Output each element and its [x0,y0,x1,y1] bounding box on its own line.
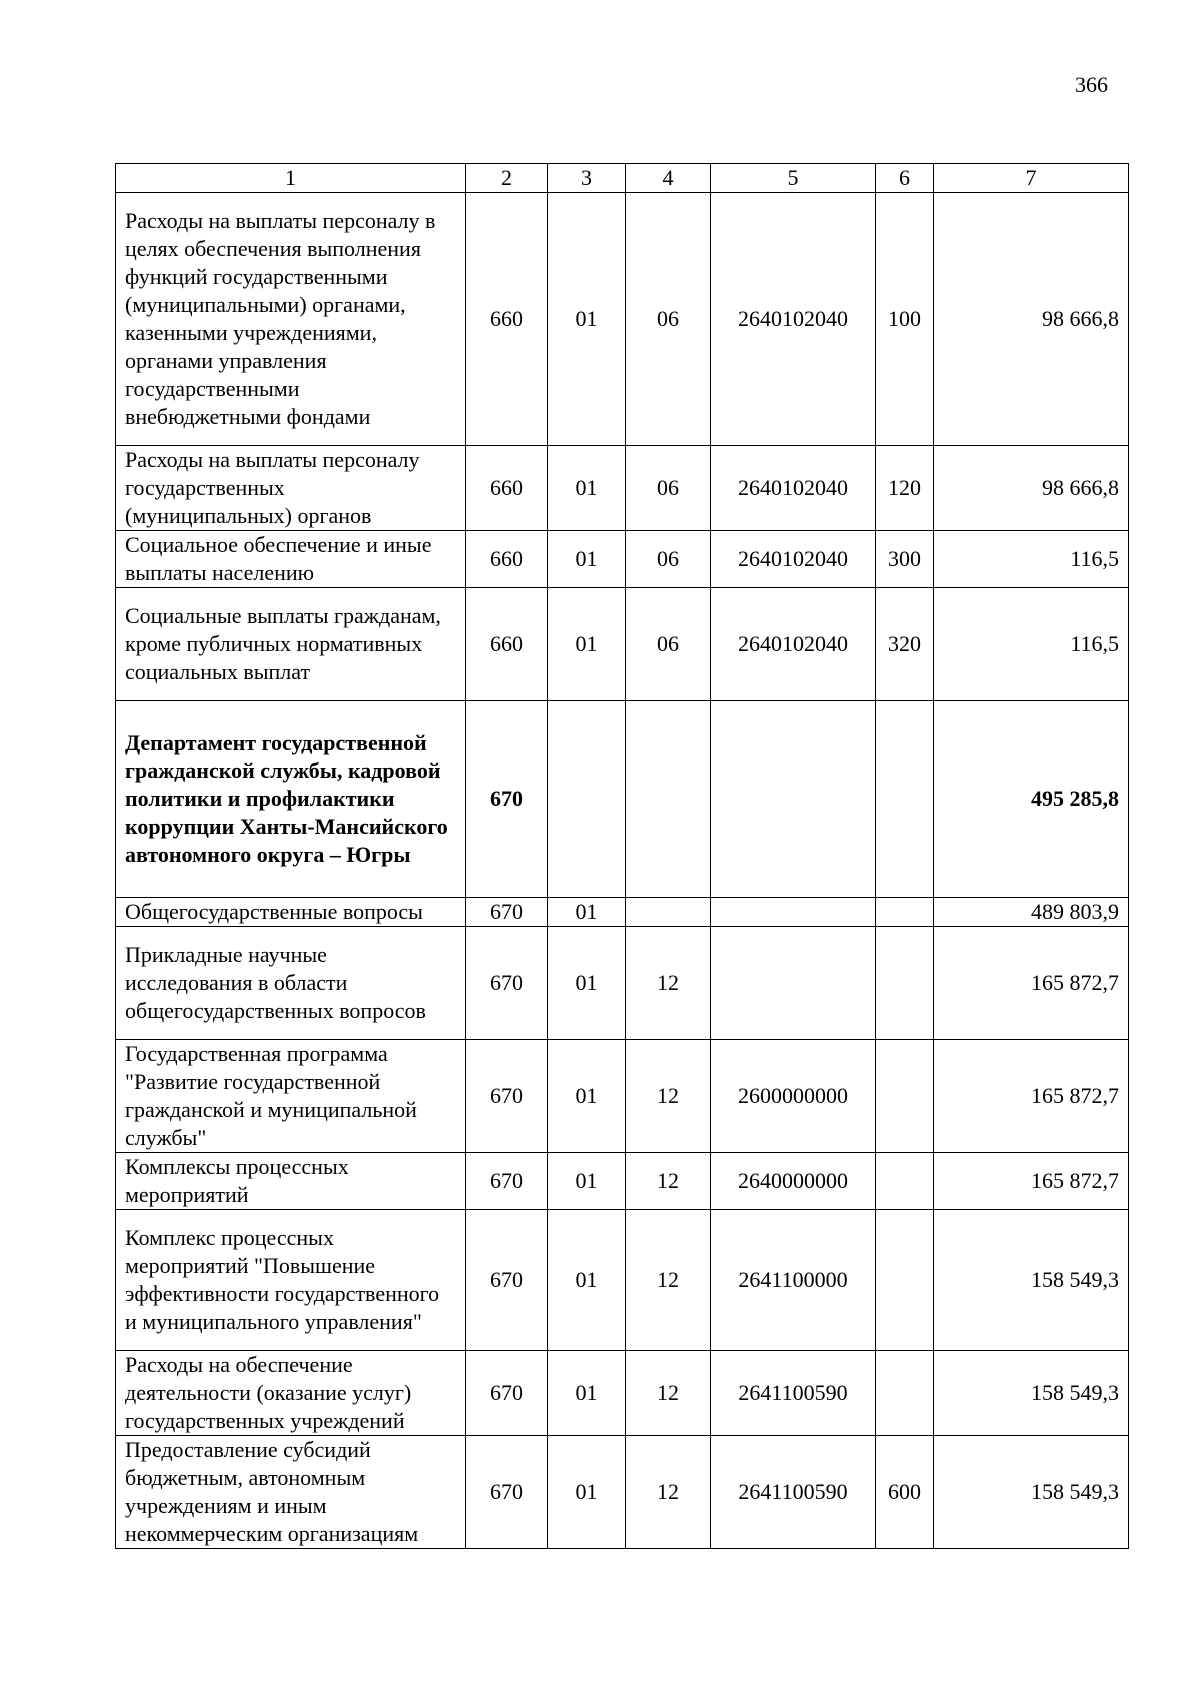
row-name: Расходы на обеспечение деятельности (оказание услуг) государственных учреждений [116,1351,466,1436]
row-name: Комплексы процессных мероприятий [116,1153,466,1210]
column-header: 3 [548,164,626,193]
cell-amount: 158 549,3 [934,1351,1129,1436]
column-header: 7 [934,164,1129,193]
cell-target-article: 2641100590 [711,1351,876,1436]
cell-target-article: 2640102040 [711,193,876,446]
table-row [116,898,1129,927]
cell-section: 01 [548,898,626,927]
cell-section: 01 [548,1351,626,1436]
cell-subsection: 12 [626,1040,711,1153]
cell-admin-code: 670 [466,927,548,1040]
table-row-department [116,701,1129,898]
table-row [116,927,1129,1040]
cell-admin-code: 670 [466,1210,548,1351]
cell-target-article [711,701,876,898]
cell-subsection: 06 [626,531,711,588]
table-body [116,193,1129,1549]
cell-admin-code: 670 [466,1153,548,1210]
cell-amount: 158 549,3 [934,1436,1129,1549]
page-number: 366 [1075,72,1108,97]
cell-subsection: 06 [626,588,711,701]
cell-expense-type [876,1210,934,1351]
cell-subsection [626,898,711,927]
cell-expense-type: 600 [876,1436,934,1549]
cell-admin-code: 670 [466,1351,548,1436]
row-name: Социальное обеспечение и иные выплаты населению [116,531,466,588]
table-row [116,1436,1129,1549]
cell-admin-code: 670 [466,898,548,927]
cell-amount: 98 666,8 [934,193,1129,446]
row-name: Комплекс процессных мероприятий "Повышение эффективности государственного и муниципального управления" [116,1210,466,1351]
cell-section: 01 [548,588,626,701]
cell-section: 01 [548,1436,626,1549]
table-row [116,531,1129,588]
cell-subsection: 06 [626,193,711,446]
row-name: Государственная программа "Развитие государственной гражданской и муниципальной службы" [116,1040,466,1153]
table-row [116,446,1129,531]
column-header: 6 [876,164,934,193]
row-name: Расходы на выплаты персоналу государственных (муниципальных) органов [116,446,466,531]
table-row [116,1351,1129,1436]
cell-expense-type [876,1040,934,1153]
cell-subsection: 12 [626,1153,711,1210]
cell-amount: 158 549,3 [934,1210,1129,1351]
cell-subsection: 12 [626,1351,711,1436]
cell-expense-type [876,701,934,898]
cell-target-article: 2600000000 [711,1040,876,1153]
row-name: Социальные выплаты гражданам, кроме публичных нормативных социальных выплат [116,588,466,701]
cell-expense-type [876,1153,934,1210]
cell-section: 01 [548,1153,626,1210]
cell-target-article: 2640000000 [711,1153,876,1210]
row-name: Предоставление субсидий бюджетным, автономным учреждениям и иным некоммерческим организациям [116,1436,466,1549]
cell-admin-code: 660 [466,588,548,701]
cell-admin-code: 670 [466,701,548,898]
cell-section [548,701,626,898]
cell-amount: 165 872,7 [934,1040,1129,1153]
cell-admin-code: 670 [466,1436,548,1549]
cell-section: 01 [548,531,626,588]
budget-table [115,163,1129,1549]
row-name: Общегосударственные вопросы [116,898,466,927]
cell-section: 01 [548,193,626,446]
table-row [116,588,1129,701]
table-row [116,1210,1129,1351]
cell-subsection [626,701,711,898]
cell-subsection: 12 [626,1436,711,1549]
cell-section: 01 [548,1210,626,1351]
cell-target-article: 2641100590 [711,1436,876,1549]
cell-amount: 165 872,7 [934,1153,1129,1210]
column-header: 5 [711,164,876,193]
table-row [116,1040,1129,1153]
cell-admin-code: 660 [466,193,548,446]
table-row [116,193,1129,446]
row-name: Расходы на выплаты персоналу в целях обеспечения выполнения функций государственными (муниципальными) органами, казенными учреждениями, органами управления государственными внебюджетными фондами [116,193,466,446]
cell-target-article [711,898,876,927]
cell-expense-type [876,898,934,927]
cell-subsection: 12 [626,927,711,1040]
cell-amount: 98 666,8 [934,446,1129,531]
cell-expense-type [876,927,934,1040]
cell-amount: 489 803,9 [934,898,1129,927]
table-header-row [116,164,1129,193]
cell-section: 01 [548,927,626,1040]
row-name: Департамент государственной гражданской службы, кадровой политики и профилактики коррупции Ханты-Мансийского автономного округа – Югры [116,701,466,898]
cell-section: 01 [548,1040,626,1153]
cell-admin-code: 670 [466,1040,548,1153]
cell-amount: 116,5 [934,531,1129,588]
row-name: Прикладные научные исследования в области общегосударственных вопросов [116,927,466,1040]
cell-expense-type: 120 [876,446,934,531]
table-row [116,1153,1129,1210]
cell-expense-type: 100 [876,193,934,446]
column-header: 4 [626,164,711,193]
cell-expense-type [876,1351,934,1436]
cell-amount: 495 285,8 [934,701,1129,898]
cell-target-article: 2641100000 [711,1210,876,1351]
cell-admin-code: 660 [466,531,548,588]
cell-target-article: 2640102040 [711,446,876,531]
cell-expense-type: 300 [876,531,934,588]
cell-subsection: 06 [626,446,711,531]
cell-section: 01 [548,446,626,531]
cell-amount: 165 872,7 [934,927,1129,1040]
column-header: 2 [466,164,548,193]
cell-target-article [711,927,876,1040]
cell-expense-type: 320 [876,588,934,701]
cell-amount: 116,5 [934,588,1129,701]
column-header: 1 [116,164,466,193]
cell-target-article: 2640102040 [711,588,876,701]
cell-subsection: 12 [626,1210,711,1351]
cell-admin-code: 660 [466,446,548,531]
cell-target-article: 2640102040 [711,531,876,588]
